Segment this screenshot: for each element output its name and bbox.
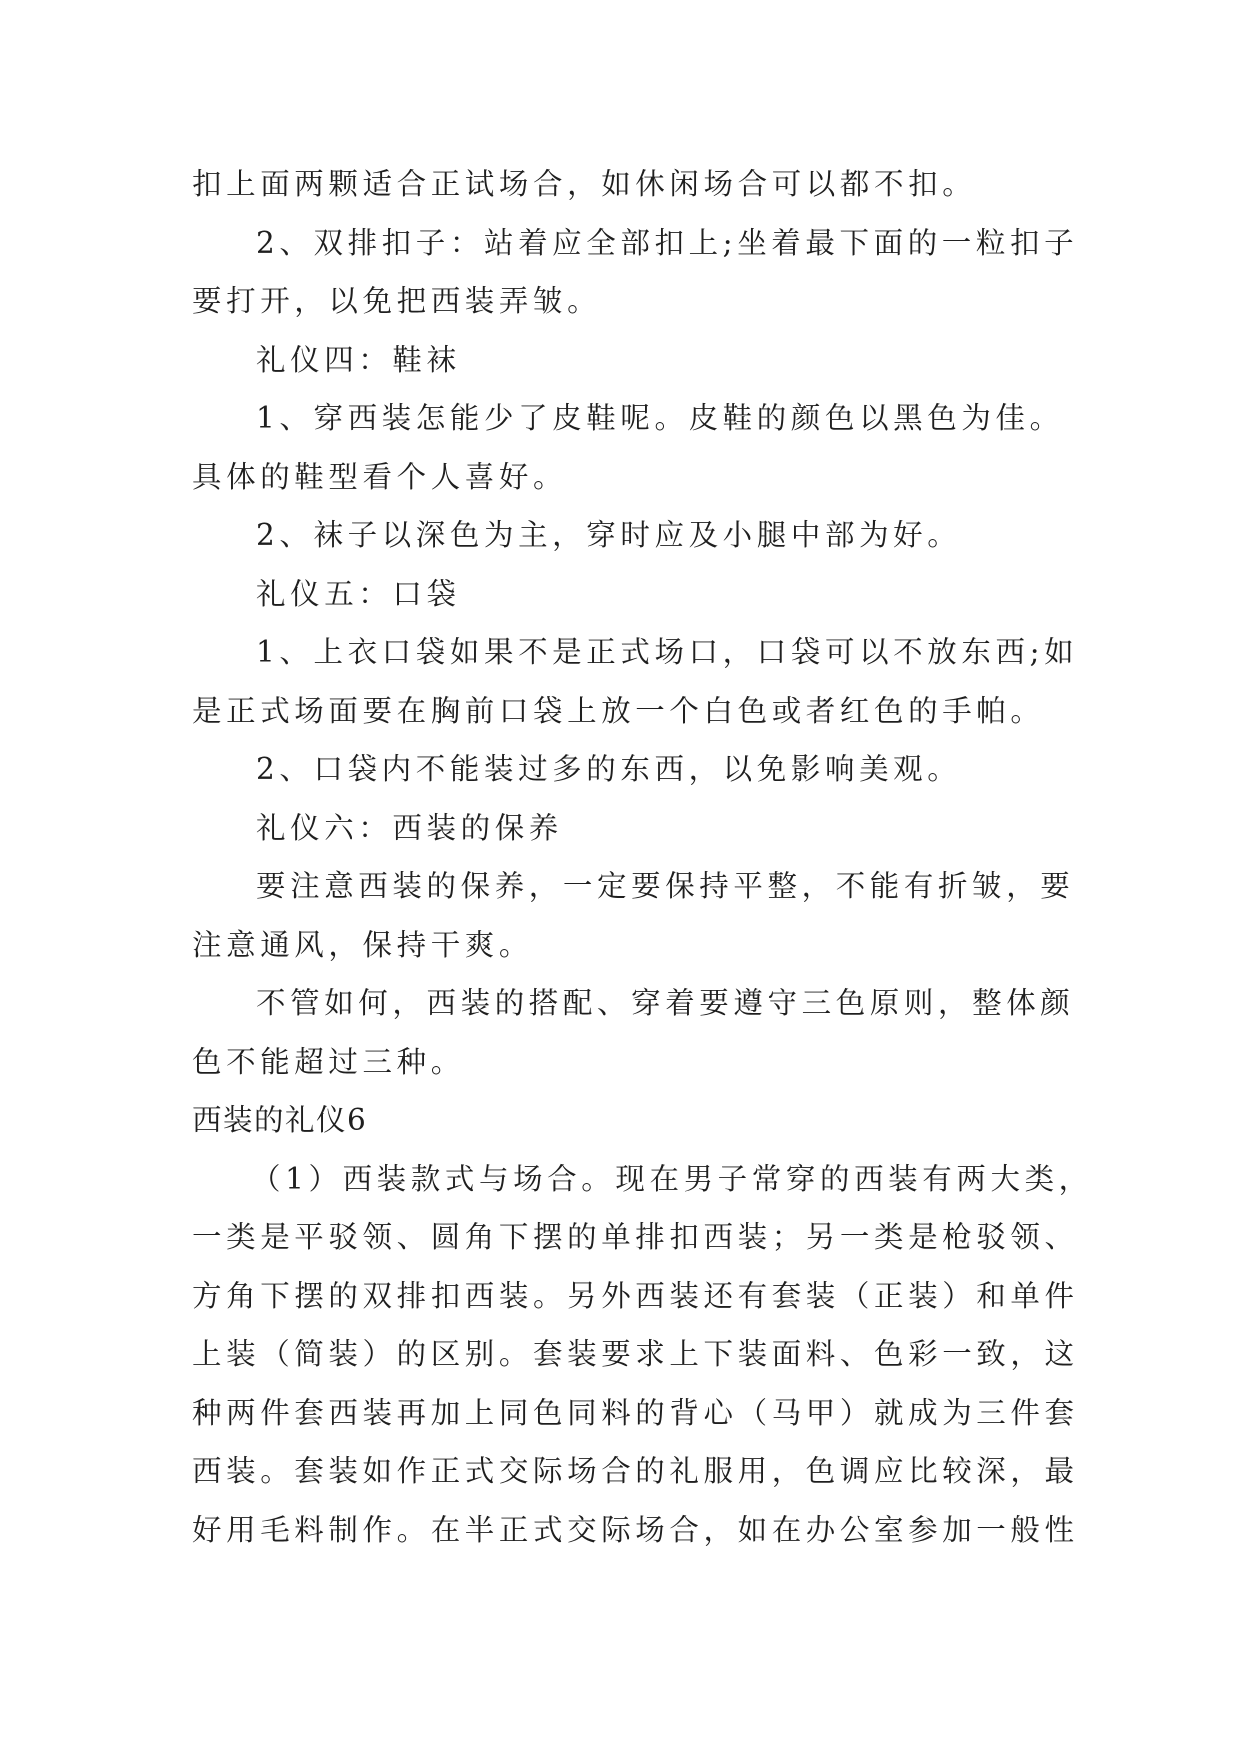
- paragraph-line: 扣上面两颗适合正试场合，如休闲场合可以都不扣。: [192, 167, 977, 201]
- paragraph-line: 一类是平驳领、圆角下摆的单排扣西装；另一类是枪驳领、: [192, 1220, 1079, 1254]
- paragraph-line: 要打开，以免把西装弄皱。: [192, 284, 602, 318]
- paragraph-line: 种两件套西装再加上同色同料的背心（马甲）就成为三件套: [192, 1395, 1079, 1430]
- paragraph-line: 上装（简装）的区别。套装要求上下装面料、色彩一致，这: [192, 1337, 1079, 1371]
- paragraph-line: 注意通风，保持干爽。: [192, 927, 534, 962]
- paragraph-line: 要注意西装的保养，一定要保持平整，不能有折皱，要: [256, 869, 1075, 903]
- paragraph-line: 1、穿西装怎能少了皮鞋呢。皮鞋的颜色以黑色为佳。: [256, 401, 1064, 435]
- paragraph-line: 不管如何，西装的搭配、穿着要遵守三色原则，整体颜: [256, 986, 1075, 1020]
- paragraph-line: 西装。套装如作正式交际场合的礼服用，色调应比较深，最: [192, 1454, 1079, 1488]
- section-heading: 礼仪五：口袋: [256, 576, 461, 611]
- paragraph-line: 2、口袋内不能装过多的东西，以免影响美观。: [256, 752, 962, 786]
- section-heading: 礼仪六：西装的保养: [256, 810, 563, 845]
- paragraph-line: 具体的鞋型看个人喜好。: [192, 459, 568, 494]
- paragraph-line: （1）西装款式与场合。现在男子常穿的西装有两大类，: [251, 1161, 1093, 1196]
- paragraph-line: 是正式场面要在胸前口袋上放一个白色或者红色的手帕。: [192, 693, 1045, 728]
- section-heading: 礼仪四：鞋袜: [256, 342, 461, 377]
- section-title: 西装的礼仪6: [192, 1103, 368, 1137]
- paragraph-line: 好用毛料制作。在半正式交际场合，如在办公室参加一般性: [192, 1512, 1079, 1547]
- document-body: [192, 155, 1093, 1559]
- paragraph-line: 1、上衣口袋如果不是正式场口，口袋可以不放东西;如: [256, 635, 1079, 669]
- paragraph-line: 色不能超过三种。: [192, 1044, 465, 1079]
- paragraph-line: 2、双排扣子：站着应全部扣上;坐着最下面的一粒扣子: [256, 225, 1079, 260]
- paragraph-line: 2、袜子以深色为主，穿时应及小腿中部为好。: [256, 518, 962, 552]
- paragraph-line: 方角下摆的双排扣西装。另外西装还有套装（正装）和单件: [192, 1278, 1079, 1313]
